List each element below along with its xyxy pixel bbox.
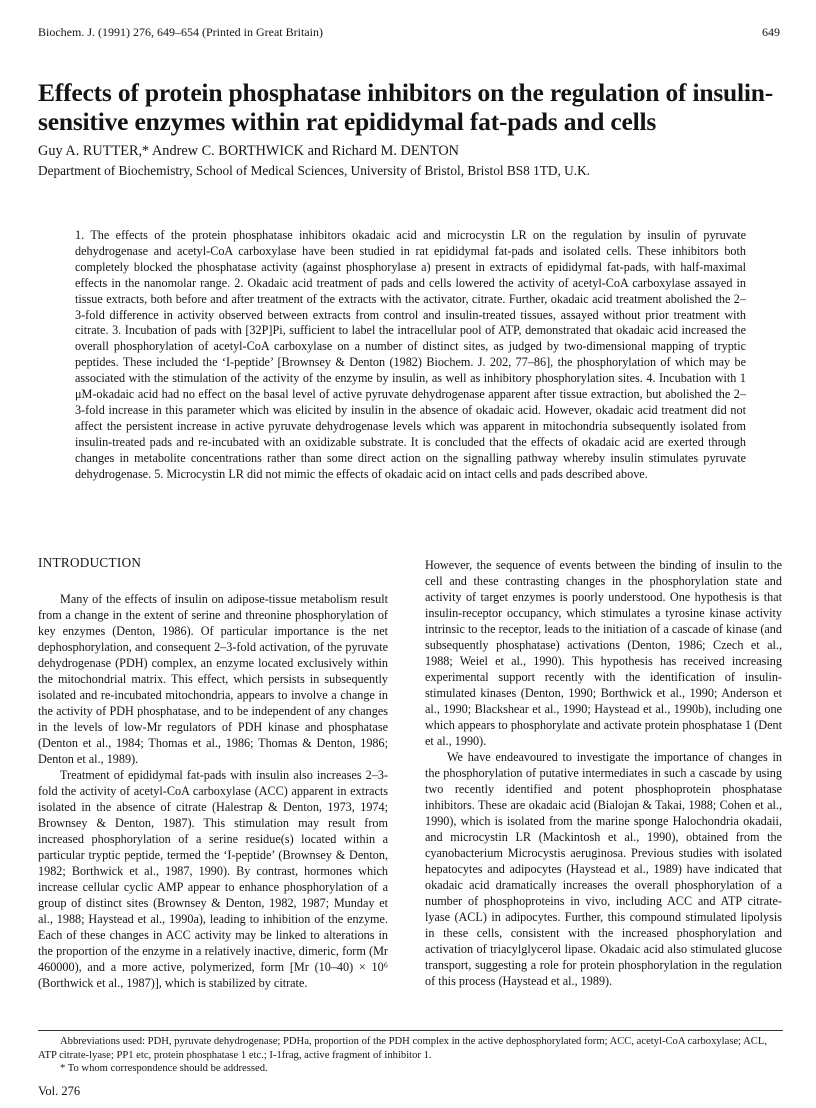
intro-paragraph: However, the sequence of events between the binding of insulin to the cell and these contrasting changes in the phosphorylation state and activity of target enzymes is poorly understood. One hypothesis is that insulin-receptor occupancy, which stimulates a tyrosine kinase activity intrinsic to the receptor, leads to the initiation of a cascade of kinase (and subsequently phosphatase) activations (Denton, 1986; Czech et al., 1988; Weiel et al., 1990). This hypothesis has received increasing experimental support recently with the identification of insulin-stimulated kinases (Denton, 1990; Borthwick et al., 1990; Anderson et al., 1990; Blackshear et al., 1990; Haystead et al., 1990b), including one which appears to phosphorylate and activate protein phosphatase 1 (Dent et al., 1990). [425, 558, 782, 748]
author-affiliation: Department of Biochemistry, School of Medical Sciences, University of Bristol, Bristol BS8 1TD, U.K. [38, 163, 590, 178]
correspondence-footnote: * To whom correspondence should be addressed. [60, 1063, 268, 1074]
intro-paragraph: We have endeavoured to investigate the importance of changes in the phosphorylation of putative intermediates in such a cascade by using two recently identified and potent phosphoprotein phosphatase inhibitors. These are okadaic acid (Bialojan & Takai, 1988; Cohen et al., 1990), which is isolated from the marine sponge Halochondria okadaii, and microcystin LR (Mackintosh et al., 1990), obtained from the cyanobacterium Microcystis aeruginosa. Previous studies with isolated hepatocytes and adipocytes (Haystead et al., 1989) have indicated that okadaic acid dramatically increases the overall phosphorylation of a number of phosphoproteins in vivo, including ACC and ATP citrate-lyase (ACL) in adipocytes. Further, this compound stimulated lipolysis in these cells, consistent with the increased phosphorylation and activation of triacylglycerol lipase. Okadaic acid also stimulated glucose transport, suggesting a role for protein phosphorylation in the regulation of this process (Haystead et al., 1989). [425, 750, 782, 988]
author-list: Guy A. RUTTER,* Andrew C. BORTHWICK and Richard M. DENTON [38, 143, 459, 159]
abbreviations-footnote: Abbreviations used: PDH, pyruvate dehydrogenase; PDHa, proportion of the PDH complex in the active dephosphorylated form; ACC, acetyl-CoA carboxylase; ACL, ATP citrate-lyase; PP1 etc, protein phosphatase 1 etc.; I-1frag, active fragment of inhibitor 1. [38, 1036, 767, 1061]
left-column [38, 555, 388, 991]
intro-paragraph: Many of the effects of insulin on adipose-tissue metabolism result from a change in the extent of serine and threonine phosphorylation of key enzymes (Denton, 1986). Of particular importance is the net dephosphorylation, and consequent 2–3-fold activation, of the pyruvate dehydrogenase (PDH) complex, an enzyme located exclusively within the mitochondrial matrix. This effect, which persists in subsequently isolated and re-incubated mitochondria, appears to involve a change in the activity of PDH phosphatase, and to be independent of any changes in the levels of low-Mr regulators of PDH kinase and phosphatase (Denton et al., 1984; Thomas et al., 1986; Thomas & Denton, 1986; Denton et al., 1989). [38, 592, 388, 766]
article-title: Effects of protein phosphatase inhibitors on the regulation of insulin-sensitive enzymes within rat epididymal fat-pads and cells [38, 78, 774, 136]
introduction-heading: INTRODUCTION [38, 555, 142, 570]
footnotes [38, 1035, 783, 1076]
right-column [425, 557, 782, 989]
journal-citation: Biochem. J. (1991) 276, 649–654 (Printed in Great Britain) [38, 25, 323, 39]
abstract: 1. The effects of the protein phosphatase inhibitors okadaic acid and microcystin LR on the regulation by insulin of pyruvate dehydrogenase and acetyl-CoA carboxylase have been studied in rat epididymal fat-pads and isolated cells. These inhibitors both completely blocked the phosphatase activity (against phosphorylase a) present in extracts of epididymal fat-pads, with half-maximal effects in the nanomolar range. 2. Okadaic acid treatment of pads and cells lowered the activity of acetyl-CoA carboxylase assayed in tissue extracts, both before and after treatment of the extracts with the activator, citrate. Further, okadaic acid treatment abolished the 2–3-fold difference in activity observed between extracts from control and insulin-treated tissues, assayed without prior treatment with citrate. 3. Incubation of pads with [32P]Pi, sufficient to label the intracellular pool of ATP, demonstrated that okadaic acid increased the overall phosphorylation of acetyl-CoA carboxylase on a number of distinct sites, as judged by two-dimensional mapping of tryptic peptides. These included the ‘I-peptide’ [Brownsey & Denton (1982) Biochem. J. 202, 77–86], the phosphorylation of which may be associated with the stimulation of the activity of the enzyme by insulin, as well as inhibitory phosphorylation sites. 4. Incubation with 1 μM-okadaic acid had no effect on the basal level of active pyruvate dehydrogenase apparent after tissue extraction, but abolished the 2–3-fold increase in this parameter which was elicited by insulin in the absence of okadaic acid. However, okadaic acid treatment did not affect the persistent increase in active pyruvate dehydrogenase levels which was apparent in mitochondria subsequently isolated from insulin-treated pads and re-incubated with an oxidizable substrate. It is concluded that the effects of okadaic acid are exerted through changes in metabolite concentrations rather than some direct action on the signalling pathway whereby insulin stimulates pyruvate dehydrogenase. 5. Microcystin LR did not mimic the effects of okadaic acid on intact cells and pads described above. [75, 228, 746, 481]
volume-label: Vol. 276 [38, 1084, 81, 1098]
page-number: 649 [762, 25, 780, 39]
intro-paragraph: Treatment of epididymal fat-pads with insulin also increases 2–3-fold the activity of acetyl-CoA carboxylase (ACC) apparent in extracts isolated in the absence of citrate (Halestrap & Denton, 1973, 1974; Brownsey & Denton, 1987). This stimulation may result from increased phosphorylation of a serine residue(s) located within a particular tryptic peptide, termed the ‘I-peptide’ (Brownsey & Denton, 1982; Borthwick et al., 1987, 1990). By contrast, hormones which increase cellular cyclic AMP appear to enhance phosphorylation of a group of distinct sites (Brownsey & Denton, 1982, 1987; Munday et al., 1988; Haystead et al., 1990a), leading to inhibition of the enzyme. Each of these changes in ACC activity may be linked to alterations in the proportion of the enzyme in a relatively inactive, dimeric, form (Mr 460000), and a more active, polymerized, form [Mr (10–40) × 10⁶ (Borthwick et al., 1987)], which is stabilized by citrate. [38, 768, 388, 990]
footnote-divider [38, 1030, 783, 1031]
